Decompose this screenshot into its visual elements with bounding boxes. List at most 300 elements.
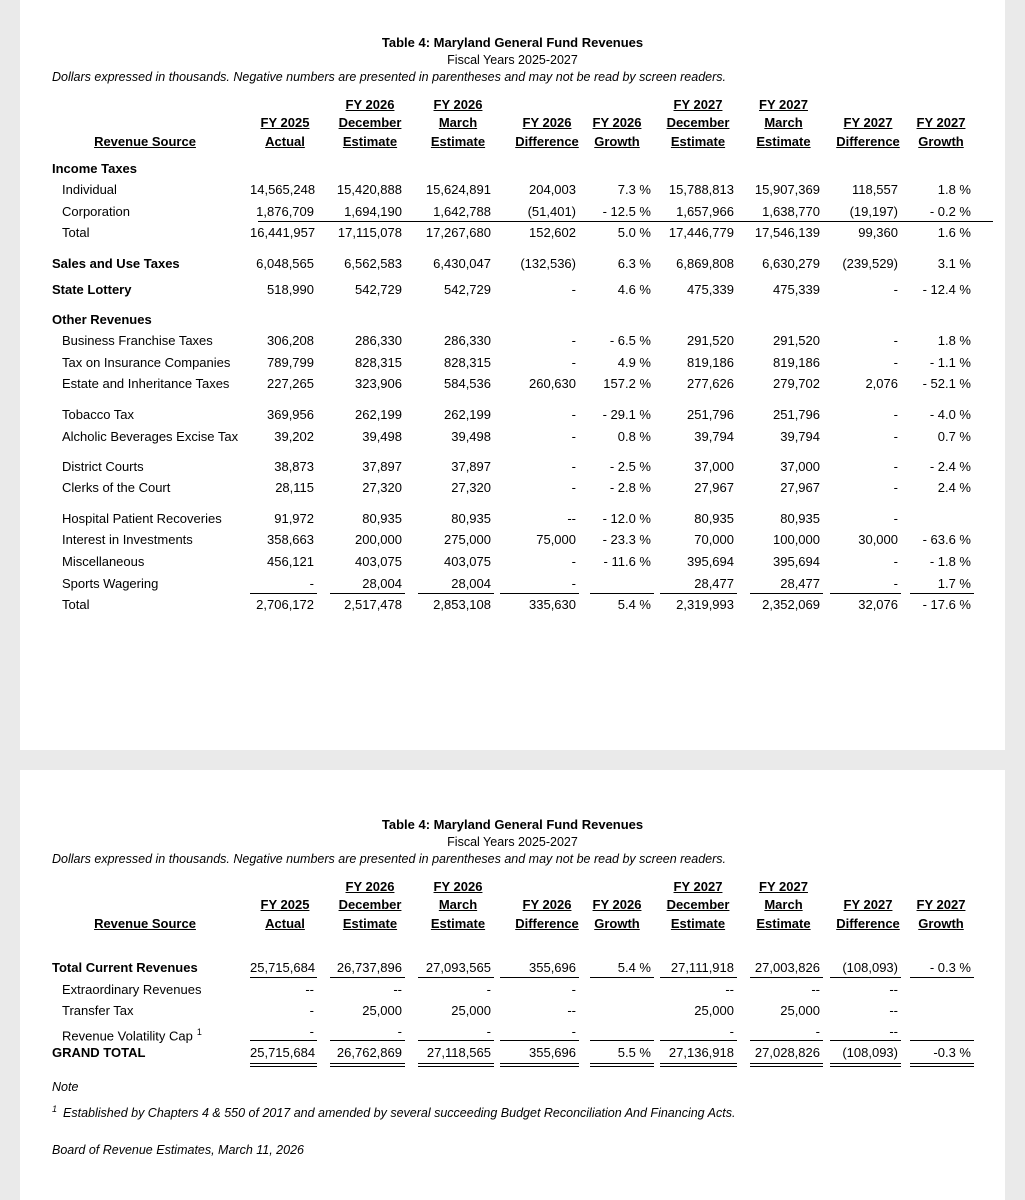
- table-cell: 39,794: [780, 429, 820, 444]
- row-label-text: Estate and Inheritance Taxes: [62, 376, 230, 391]
- row-label-text: District Courts: [62, 459, 144, 474]
- column-header-line: Estimate: [342, 133, 398, 149]
- column-header-line: FY 2026: [433, 878, 483, 894]
- table-cell: (132,536): [520, 256, 576, 271]
- table-cell: 2,319,993: [676, 597, 734, 612]
- table-cell: 403,075: [355, 554, 402, 569]
- table-row: [20, 281, 1005, 299]
- table-cell: 6.3 %: [617, 256, 651, 271]
- column-header: [908, 114, 974, 151]
- table-cell: 39,202: [274, 429, 314, 444]
- table-cell: -: [893, 459, 898, 474]
- column-header-line: March: [764, 115, 803, 130]
- total-rule: [830, 593, 901, 594]
- column-header: [586, 896, 648, 933]
- table-row: [20, 959, 1005, 977]
- column-header: [250, 896, 320, 933]
- column-header-line: Estimate: [756, 915, 811, 931]
- column-header-line: FY 2027: [916, 897, 966, 912]
- row-label: [62, 575, 158, 593]
- row-label: [62, 458, 144, 476]
- table-cell: 28,477: [780, 576, 820, 591]
- row-label-text: Transfer Tax: [62, 1003, 134, 1018]
- table-cell: 17,267,680: [425, 225, 491, 240]
- table-cell: 262,199: [444, 407, 491, 422]
- double-rule: [418, 1063, 494, 1064]
- table-cell: 27,118,565: [426, 1045, 491, 1060]
- column-header-line: FY 2026: [345, 878, 395, 894]
- units-note: Dollars expressed in thousands. Negative numbers are presented in parentheses and may not be read by screen readers.: [52, 70, 726, 84]
- table-row: [20, 981, 1005, 999]
- table-title: Table 4: Maryland General Fund Revenues: [381, 817, 644, 832]
- table-cell: (239,529): [842, 256, 898, 271]
- table-cell: 30,000: [858, 532, 898, 547]
- total-rule: [830, 977, 901, 978]
- table-cell: 456,121: [267, 554, 314, 569]
- table-row: [20, 224, 1005, 242]
- table-cell: 39,498: [451, 429, 491, 444]
- double-rule: [830, 1066, 901, 1067]
- table-cell: 1,657,966: [676, 204, 734, 219]
- table-cell: 37,000: [780, 459, 820, 474]
- table-cell: 1.8 %: [937, 333, 971, 348]
- table-cell: -: [893, 480, 898, 495]
- table-cell: -: [893, 554, 898, 569]
- table-row: [20, 255, 1005, 273]
- table-cell: 5.4 %: [617, 960, 651, 975]
- table-cell: 157.2 %: [603, 376, 651, 391]
- table-cell: 355,696: [529, 1045, 576, 1060]
- table-cell: 475,339: [687, 282, 734, 297]
- table-cell: -: [309, 1024, 314, 1039]
- table-cell: 358,663: [267, 532, 314, 547]
- table-cell: - 2.5 %: [609, 459, 651, 474]
- double-rule: [250, 1063, 317, 1064]
- column-header-line: Estimate: [430, 133, 486, 149]
- column-header-line: December: [338, 115, 402, 130]
- total-rule: [418, 977, 494, 978]
- table-cell: 819,186: [773, 355, 820, 370]
- table-cell: 2,706,172: [256, 597, 314, 612]
- row-label-text: Income Taxes: [52, 161, 138, 176]
- table-cell: 6,430,047: [433, 256, 491, 271]
- table-cell: 6,869,808: [676, 256, 734, 271]
- table-cell: 1.6 %: [937, 225, 971, 240]
- table-cell: 291,520: [687, 333, 734, 348]
- row-label: [52, 281, 131, 299]
- total-rule: [750, 1040, 823, 1041]
- column-header-line: March: [438, 115, 478, 130]
- column-header: [746, 878, 821, 934]
- column-header: [586, 114, 648, 151]
- table-cell: - 29.1 %: [602, 407, 651, 422]
- table-cell: (108,093): [842, 960, 898, 975]
- table-cell: 2.4 %: [937, 480, 971, 495]
- double-rule: [500, 1066, 579, 1067]
- table-cell: 27,111,918: [670, 960, 734, 975]
- table-cell: 5.4 %: [617, 597, 651, 612]
- table-cell: 7.3 %: [617, 182, 651, 197]
- table-cell: 279,702: [773, 376, 820, 391]
- column-header-line: FY 2027: [759, 96, 808, 112]
- column-header-line: FY 2027: [759, 878, 808, 894]
- column-header-line: Difference: [836, 915, 900, 931]
- row-label-text: Other Revenues: [52, 312, 152, 327]
- table-row: [20, 181, 1005, 199]
- row-label-text: Revenue Volatility Cap: [62, 1028, 193, 1044]
- table-subtitle: Fiscal Years 2025-2027: [447, 835, 578, 849]
- table-cell: 27,320: [451, 480, 491, 495]
- table-cell: - 12.0 %: [602, 511, 651, 526]
- column-header-line: Growth: [918, 133, 964, 149]
- row-label: [62, 596, 89, 614]
- table-row: [20, 1002, 1005, 1020]
- total-rule: [330, 593, 405, 594]
- table-cell: 28,115: [275, 480, 314, 495]
- table-subtitle: Fiscal Years 2025-2027: [447, 53, 578, 67]
- table-cell: 28,004: [362, 576, 402, 591]
- total-rule: [660, 977, 737, 978]
- column-header-line: FY 2026: [345, 96, 395, 112]
- footnote-text: Established by Chapters 4 & 550 of 2017 and amended by several succeeding Budget Reconciliation And Financing Acts.: [63, 1106, 736, 1121]
- total-rule: [250, 977, 317, 978]
- row-label-text: Sales and Use Taxes: [52, 256, 180, 271]
- row-label-text: Interest in Investments: [62, 532, 193, 547]
- row-label: [62, 224, 89, 242]
- column-header-line: December: [666, 897, 730, 912]
- column-header-line: FY 2027: [916, 115, 966, 130]
- row-label-text: Total: [62, 225, 90, 240]
- table-cell: 251,796: [687, 407, 734, 422]
- table-cell: (51,401): [527, 204, 576, 219]
- note-heading: Note: [52, 1080, 79, 1094]
- table-cell: (108,093): [842, 1045, 898, 1060]
- table-cell: 25,000: [694, 1003, 734, 1018]
- column-header-line: March: [438, 897, 478, 912]
- table-cell: 262,199: [355, 407, 402, 422]
- table-cell: 584,536: [444, 376, 491, 391]
- table-cell: - 2.8 %: [609, 480, 651, 495]
- row-label-text: Individual: [62, 182, 117, 197]
- table-row: [20, 160, 1005, 178]
- table-cell: 1.7 %: [937, 576, 971, 591]
- footnote-reference: 1: [196, 1027, 202, 1037]
- total-rule: [660, 593, 737, 594]
- row-label-text: Miscellaneous: [62, 554, 145, 569]
- table-cell: -: [571, 355, 576, 370]
- total-rule: [500, 593, 579, 594]
- table-cell: 1,876,709: [256, 204, 314, 219]
- row-label-text: Tax on Insurance Companies: [62, 355, 231, 370]
- table-cell: 828,315: [444, 355, 491, 370]
- row-label: [62, 479, 170, 497]
- table-cell: 2,517,478: [344, 597, 402, 612]
- column-header-line: FY 2026: [592, 897, 642, 912]
- table-cell: 395,694: [687, 554, 734, 569]
- column-header: [828, 896, 908, 933]
- table-row: [20, 596, 1005, 614]
- total-rule: [418, 593, 494, 594]
- table-cell: - 63.6 %: [922, 532, 971, 547]
- row-label: [62, 981, 201, 999]
- column-header-line: Actual: [265, 133, 305, 149]
- table-row: [20, 1023, 1005, 1044]
- table-cell: -: [571, 459, 576, 474]
- table-cell: -: [893, 355, 898, 370]
- table-row: [20, 531, 1005, 549]
- row-label-text: GRAND TOTAL: [52, 1045, 146, 1060]
- column-header: [330, 878, 410, 934]
- row-label-text: Tobacco Tax: [62, 407, 135, 422]
- total-rule: [258, 221, 993, 222]
- table-cell: 80,935: [362, 511, 402, 526]
- row-label: [62, 375, 229, 393]
- table-cell: 306,208: [267, 333, 314, 348]
- row-label: [52, 1044, 145, 1062]
- total-rule: [910, 593, 974, 594]
- table-row: [20, 406, 1005, 424]
- table-cell: -: [397, 1024, 402, 1039]
- table-cell: 828,315: [355, 355, 402, 370]
- row-label: [62, 428, 238, 446]
- column-header-line: December: [338, 897, 402, 912]
- table-cell: - 11.6 %: [603, 554, 651, 569]
- table-cell: 5.0 %: [617, 225, 651, 240]
- table-cell: 323,906: [355, 376, 402, 391]
- table-cell: 369,956: [267, 407, 314, 422]
- table-row: [20, 332, 1005, 350]
- column-header-line: Estimate: [670, 915, 726, 931]
- row-label-text: Business Franchise Taxes: [62, 333, 213, 348]
- table-cell: - 1.8 %: [929, 554, 971, 569]
- table-cell: -: [571, 282, 576, 297]
- column-header: [502, 896, 592, 933]
- column-header: [658, 96, 738, 152]
- column-header-line: Growth: [918, 915, 964, 931]
- total-rule: [250, 593, 317, 594]
- table-cell: 27,967: [780, 480, 820, 495]
- table-cell: -: [815, 1024, 820, 1039]
- table-cell: 227,265: [267, 376, 314, 391]
- table-cell: 37,897: [451, 459, 491, 474]
- double-rule: [590, 1066, 654, 1067]
- table-cell: 0.8 %: [617, 429, 651, 444]
- row-label: [62, 553, 144, 571]
- row-label: [62, 531, 193, 549]
- table-cell: 27,136,918: [668, 1045, 734, 1060]
- column-header-line: Estimate: [756, 133, 811, 149]
- table-cell: 286,330: [355, 333, 402, 348]
- column-header-line: March: [764, 897, 803, 912]
- table-cell: 335,630: [529, 597, 576, 612]
- table-cell: -: [893, 407, 898, 422]
- table-cell: - 1.1 %: [929, 355, 971, 370]
- table-row: [20, 428, 1005, 446]
- table-cell: -: [571, 1024, 576, 1039]
- table-cell: 25,000: [451, 1003, 491, 1018]
- table-cell: 2,853,108: [433, 597, 491, 612]
- table-cell: - 12.4 %: [922, 282, 971, 297]
- table-cell: 37,000: [694, 459, 734, 474]
- table-cell: -: [571, 554, 576, 569]
- column-header: [908, 896, 974, 933]
- row-label-text: Total: [62, 597, 90, 612]
- total-rule: [330, 1040, 405, 1041]
- table-cell: --: [889, 1003, 898, 1018]
- table-page-2: [20, 770, 1005, 1200]
- total-rule: [418, 1040, 494, 1041]
- row-label-text: Total Current Revenues: [52, 960, 198, 975]
- column-header-line: Actual: [265, 915, 305, 931]
- table-cell: 17,115,078: [337, 225, 402, 240]
- column-header-line: FY 2027: [843, 897, 893, 912]
- table-cell: 200,000: [355, 532, 402, 547]
- row-label: [62, 510, 222, 528]
- table-title: Table 4: Maryland General Fund Revenues: [381, 35, 644, 50]
- table-cell: 32,076: [858, 597, 898, 612]
- column-header-line: Growth: [594, 133, 640, 149]
- total-rule: [830, 1040, 901, 1041]
- table-cell: -: [309, 576, 314, 591]
- double-rule: [750, 1063, 823, 1064]
- table-cell: -: [571, 982, 576, 997]
- table-cell: --: [811, 982, 820, 997]
- table-cell: 38,873: [274, 459, 314, 474]
- table-cell: 25,000: [780, 1003, 820, 1018]
- total-rule: [590, 593, 654, 594]
- row-label: [52, 160, 137, 178]
- double-rule: [250, 1066, 317, 1067]
- table-row: [20, 375, 1005, 393]
- row-label-text: State Lottery: [52, 282, 132, 297]
- column-header-line: FY 2025: [260, 897, 310, 912]
- table-cell: 2,076: [865, 376, 898, 391]
- table-cell: --: [567, 1003, 576, 1018]
- table-cell: -: [571, 429, 576, 444]
- column-header-line: FY 2026: [433, 96, 483, 112]
- table-cell: 17,446,779: [668, 225, 734, 240]
- total-rule: [590, 1040, 654, 1041]
- table-cell: 0.7 %: [937, 429, 971, 444]
- table-cell: 80,935: [694, 511, 734, 526]
- total-rule: [590, 977, 654, 978]
- table-row: [20, 354, 1005, 372]
- table-cell: 15,907,369: [754, 182, 820, 197]
- table-cell: --: [889, 1024, 898, 1039]
- table-cell: - 52.1 %: [922, 376, 971, 391]
- column-header-line: Estimate: [430, 915, 486, 931]
- column-header-line: Revenue Source: [94, 915, 196, 931]
- table-page-1: [20, 0, 1005, 750]
- table-cell: 75,000: [536, 532, 576, 547]
- column-header-line: FY 2027: [673, 96, 723, 112]
- total-rule: [750, 593, 823, 594]
- table-cell: 204,003: [529, 182, 576, 197]
- table-cell: 39,794: [694, 429, 734, 444]
- table-cell: 542,729: [355, 282, 402, 297]
- row-label: [62, 1002, 134, 1020]
- footnote: [52, 1104, 735, 1120]
- table-cell: 355,696: [529, 960, 576, 975]
- table-cell: 403,075: [444, 554, 491, 569]
- table-cell: -: [893, 429, 898, 444]
- column-header-line: FY 2026: [522, 115, 572, 130]
- table-cell: 91,972: [274, 511, 314, 526]
- double-rule: [330, 1063, 405, 1064]
- row-label-text: Sports Wagering: [62, 576, 159, 591]
- total-rule: [910, 977, 974, 978]
- row-label-text: Hospital Patient Recoveries: [62, 511, 222, 526]
- table-row: [20, 1044, 1005, 1062]
- table-cell: - 0.2 %: [929, 204, 971, 219]
- table-cell: --: [305, 982, 314, 997]
- table-cell: - 17.6 %: [922, 597, 971, 612]
- table-cell: 37,897: [362, 459, 402, 474]
- table-cell: - 4.0 %: [929, 407, 971, 422]
- column-header-line: FY 2026: [522, 897, 572, 912]
- table-cell: 6,562,583: [344, 256, 402, 271]
- row-label: [62, 203, 130, 221]
- row-label: [52, 311, 152, 329]
- table-cell: -: [893, 282, 898, 297]
- row-label-text: Extraordinary Revenues: [62, 982, 202, 997]
- table-cell: (19,197): [849, 204, 898, 219]
- table-cell: 118,557: [851, 182, 898, 197]
- column-header: [418, 878, 498, 934]
- row-label-text: Alcholic Beverages Excise Tax: [62, 429, 239, 444]
- table-cell: -: [893, 576, 898, 591]
- table-cell: - 2.4 %: [929, 459, 971, 474]
- table-cell: -: [571, 407, 576, 422]
- column-header: [658, 878, 738, 934]
- double-rule: [750, 1066, 823, 1067]
- column-header-line: Difference: [515, 915, 579, 931]
- double-rule: [910, 1066, 974, 1067]
- table-row: [20, 203, 1005, 221]
- table-cell: 28,004: [451, 576, 491, 591]
- table-row: [20, 311, 1005, 329]
- table-cell: 291,520: [773, 333, 820, 348]
- table-cell: 5.5 %: [617, 1045, 651, 1060]
- row-label: [62, 332, 213, 350]
- row-label-text: Clerks of the Court: [62, 480, 171, 495]
- table-cell: 27,967: [694, 480, 734, 495]
- table-row: [20, 479, 1005, 497]
- table-cell: 25,715,684: [250, 960, 316, 975]
- table-cell: 15,420,888: [336, 182, 402, 197]
- column-header-line: Estimate: [670, 133, 726, 149]
- table-cell: 25,000: [362, 1003, 402, 1018]
- double-rule: [660, 1066, 737, 1067]
- table-cell: --: [393, 982, 402, 997]
- table-cell: 275,000: [444, 532, 491, 547]
- column-header-line: FY 2026: [592, 115, 642, 130]
- table-cell: 286,330: [444, 333, 491, 348]
- column-header-line: Difference: [836, 133, 900, 149]
- table-cell: 2,352,069: [762, 597, 820, 612]
- column-header-line: Difference: [515, 133, 579, 149]
- double-rule: [910, 1063, 974, 1064]
- row-label: [62, 406, 134, 424]
- total-rule: [250, 1040, 317, 1041]
- column-header-line: FY 2027: [673, 878, 723, 894]
- column-header-line: Estimate: [342, 915, 398, 931]
- table-cell: -: [486, 982, 491, 997]
- table-cell: 4.6 %: [617, 282, 651, 297]
- row-label: [62, 1023, 202, 1045]
- column-header: [828, 114, 908, 151]
- table-cell: 1,638,770: [762, 204, 820, 219]
